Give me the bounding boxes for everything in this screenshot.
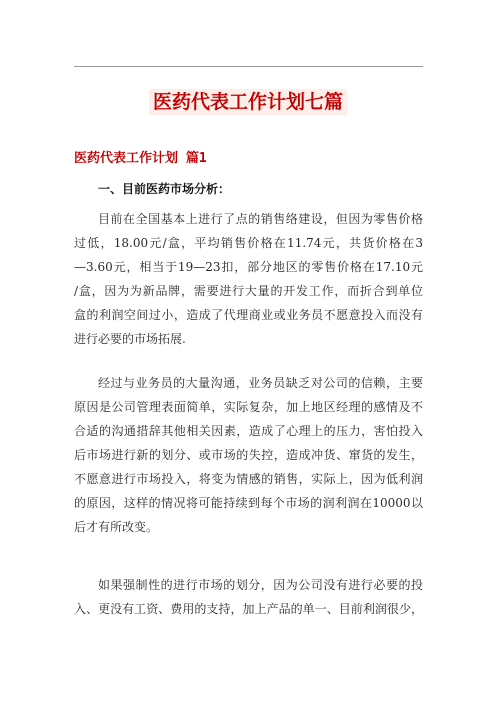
header-rule [74, 66, 423, 67]
document-title-wrapper [0, 89, 496, 115]
paragraph-2 [74, 371, 423, 539]
paragraph-line: 后市场进行新的划分、或市场的失控，造成冲货、窜货的发生， [74, 448, 423, 462]
paragraph-line: 进行必要的市场拓展. [74, 332, 186, 346]
paragraph-line: 如果强制性的进行市场的划分，因为公司没有进行必要的投 [98, 578, 423, 592]
paragraph-line: —3.60元，相当于19—23扣，部分地区的零售价格在17.10元 [74, 260, 423, 274]
paragraph-line: 原因是公司管理表面简单，实际复杂，加上地区经理的感情及不 [74, 400, 423, 414]
document-title: 医药代表工作计划七篇 [149, 89, 347, 115]
paragraph-line: 后才有所改变。 [74, 520, 159, 534]
paragraph-line: 不愿意进行市场投入，将变为情感的销售，实际上，因为低利润 [74, 472, 423, 486]
section-title: 医药代表工作计划 篇1 [74, 151, 207, 166]
paragraph-line: /盒，因为为新品牌，需要进行大量的开发工作，而折合到单位 [74, 284, 423, 298]
paragraph-line: 合适的沟通措辞其他相关因素，造成了心理上的压力，害怕投入 [74, 424, 423, 438]
paragraph-line: 过低，18.00元/盒，平均销售价格在11.74元，共货价格在3 [74, 236, 423, 250]
paragraph-line: 的原因，这样的情况将可能持续到每个市场的润利润在10000以 [74, 496, 423, 510]
paragraph-3 [74, 573, 423, 621]
paragraph-line: 目前在全国基本上进行了点的销售络建设，但因为零售价格 [98, 212, 423, 226]
paragraph-line: 盒的利润空间过小，造成了代理商业或业务员不愿意投入而没有 [74, 308, 423, 322]
paragraph-line: 入、更没有工资、费用的支持，加上产品的单一、目前利润很少， [74, 602, 423, 616]
paragraph-line: 经过与业务员的大量沟通，业务员缺乏对公司的信赖，主要 [98, 376, 423, 390]
paragraph-1 [74, 207, 423, 351]
subheading: 一、目前医药市场分析： [98, 182, 231, 196]
